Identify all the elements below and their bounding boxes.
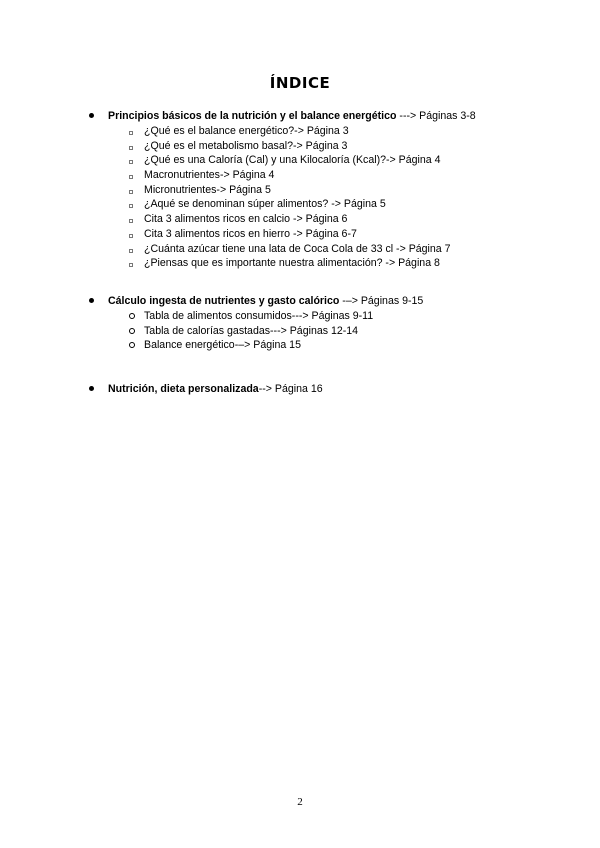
square-bullet-icon [129, 263, 133, 267]
list-item: ¿Qué es el balance energético?-> Página 3 [89, 124, 569, 139]
circle-bullet-icon [129, 342, 135, 348]
square-bullet-icon [129, 160, 133, 164]
list-item: ¿Aqué se denominan súper alimentos? -> Página 5 [89, 197, 569, 212]
list-item: Tabla de calorías gastadas---> Páginas 12-14 [89, 324, 569, 339]
index-section-nutrient-calculation [89, 293, 569, 353]
list-item: Cita 3 alimentos ricos en calcio -> Página 6 [89, 212, 569, 227]
bullet-icon [89, 298, 94, 303]
list-item: ¿Piensas que es importante nuestra alimentación? -> Página 8 [89, 256, 569, 271]
circle-bullet-icon [129, 328, 135, 334]
list-item: Micronutrientes-> Página 5 [89, 183, 569, 198]
section-pages: ---> Páginas 3-8 [396, 110, 476, 122]
index-title: ÍNDICE [269, 74, 331, 92]
section-heading-row [89, 108, 569, 124]
section-heading: Nutrición, dieta personalizada [108, 383, 259, 395]
list-item: ¿Qué es una Caloría (Cal) y una Kilocaloría (Kcal)?-> Página 4 [89, 153, 569, 168]
square-bullet-icon [129, 219, 133, 223]
list-item: Cita 3 alimentos ricos en hierro -> Página 6-7 [89, 227, 569, 242]
list-item: Tabla de alimentos consumidos---> Páginas 9-11 [89, 309, 569, 324]
section-heading: Principios básicos de la nutrición y el balance energético [108, 110, 397, 122]
square-bullet-icon [129, 175, 133, 179]
circle-bullet-icon [129, 313, 135, 319]
list-item: ¿Qué es el metabolismo basal?-> Página 3 [89, 139, 569, 154]
list-item: ¿Cuánta azúcar tiene una lata de Coca Cola de 33 cl -> Página 7 [89, 242, 569, 257]
section-heading: Cálculo ingesta de nutrientes y gasto calórico [108, 295, 340, 307]
square-bullet-icon [129, 234, 133, 238]
index-section-nutrition-basics [89, 108, 569, 271]
square-bullet-icon [129, 131, 133, 135]
section-heading-row [89, 381, 569, 397]
bullet-icon [89, 113, 94, 118]
list-item: Macronutrientes-> Página 4 [89, 168, 569, 183]
square-bullet-icon [129, 146, 133, 150]
square-bullet-icon [129, 204, 133, 208]
bullet-icon [89, 386, 94, 391]
index-section-personalized-diet [89, 381, 569, 397]
square-bullet-icon [129, 190, 133, 194]
section-heading-row [89, 293, 569, 309]
page-number: 2 [297, 796, 303, 808]
square-bullet-icon [129, 249, 133, 253]
section-pages: -–> Páginas 9-15 [339, 295, 424, 307]
list-item: Balance energético-–> Página 15 [89, 338, 569, 353]
section-pages: --> Página 16 [258, 383, 323, 395]
